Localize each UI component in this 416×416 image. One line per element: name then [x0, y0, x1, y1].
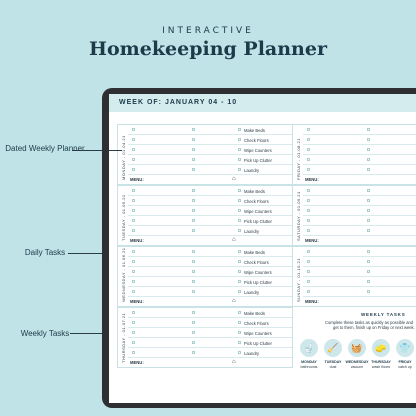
checkbox[interactable] — [132, 311, 135, 314]
toilet-icon: 🚽 — [300, 339, 318, 357]
task-checkbox[interactable] — [238, 189, 241, 192]
day-label: TUESDAY - 01.05.21 — [121, 194, 126, 241]
week-header — [109, 94, 416, 112]
checkbox[interactable] — [307, 219, 310, 222]
checkbox[interactable] — [132, 321, 135, 324]
task-checkbox[interactable] — [238, 311, 241, 314]
day-label: FRIDAY - 01.08.21 — [296, 138, 301, 180]
weekly-task-label: wash floors — [371, 365, 391, 369]
menu-label: MENU: — [305, 238, 319, 243]
task-checkbox[interactable] — [238, 209, 241, 212]
checkbox[interactable] — [307, 168, 310, 171]
day-label: WEDNESDAY - 01.06.21 — [121, 247, 126, 302]
task-row — [303, 216, 416, 226]
checkbox[interactable] — [367, 290, 370, 293]
task-checkbox[interactable] — [238, 138, 241, 141]
daily-task-label: Make Beds — [244, 310, 265, 316]
checkbox[interactable] — [367, 138, 370, 141]
task-checkbox[interactable] — [238, 280, 241, 283]
checkbox[interactable] — [132, 250, 135, 253]
checkbox[interactable] — [367, 158, 370, 161]
home-icon — [232, 359, 238, 365]
task-checkbox[interactable] — [238, 260, 241, 263]
weekly-day-label: FRIDAY — [398, 360, 412, 364]
daily-task-label: Check Floors — [244, 137, 269, 143]
checkbox[interactable] — [132, 209, 135, 212]
menu-label: MENU: — [305, 299, 319, 304]
task-row — [303, 186, 416, 196]
week-label: WEEK OF: JANUARY 04 - 10 — [119, 99, 238, 106]
task-row — [303, 165, 416, 175]
task-checkbox[interactable] — [238, 158, 241, 161]
daily-task-label: Check Floors — [244, 259, 269, 265]
menu-label: MENU: — [130, 299, 144, 304]
duster-icon: 🧹 — [324, 339, 342, 357]
callout-dated-weekly-planner: Dated Weekly Planner — [5, 144, 85, 153]
checkbox[interactable] — [192, 168, 195, 171]
weekly-task-label: bathrooms — [300, 365, 318, 369]
day-block — [292, 246, 416, 307]
task-checkbox[interactable] — [238, 148, 241, 151]
daily-task-label: Pick Up Clutter — [244, 340, 272, 346]
day-block — [117, 124, 293, 185]
menu-label: MENU: — [130, 360, 144, 365]
daily-task-label: Make Beds — [244, 249, 265, 255]
home-icon — [232, 176, 238, 182]
shirt-icon: 👕 — [396, 339, 414, 357]
checkbox[interactable] — [367, 168, 370, 171]
checkbox[interactable] — [192, 128, 195, 131]
checkbox[interactable] — [132, 260, 135, 263]
task-row — [128, 247, 292, 257]
checkbox[interactable] — [307, 128, 310, 131]
menu-label: MENU: — [305, 177, 319, 182]
task-row — [128, 165, 292, 175]
task-row — [303, 155, 416, 165]
checkbox[interactable] — [307, 229, 310, 232]
daily-task-label: Laundry — [244, 289, 260, 295]
task-checkbox[interactable] — [238, 250, 241, 253]
task-row — [128, 308, 292, 318]
checkbox[interactable] — [307, 138, 310, 141]
daily-task-label: Laundry — [244, 350, 260, 356]
checkbox[interactable] — [367, 229, 370, 232]
mop-icon: 🧽 — [372, 339, 390, 357]
planner-screen — [109, 94, 416, 403]
day-label: MONDAY - 01.04.21 — [121, 135, 126, 180]
task-checkbox[interactable] — [238, 331, 241, 334]
checkbox[interactable] — [192, 148, 195, 151]
task-row — [303, 287, 416, 297]
checkbox[interactable] — [307, 189, 310, 192]
checkbox[interactable] — [367, 280, 370, 283]
callout-arrow-overlay — [109, 150, 122, 151]
checkbox[interactable] — [132, 280, 135, 283]
daily-task-label: Pick Up Clutter — [244, 218, 272, 224]
checkbox[interactable] — [132, 219, 135, 222]
weekly-task-label: dust — [329, 365, 337, 369]
checkbox[interactable] — [192, 219, 195, 222]
checkbox[interactable] — [367, 270, 370, 273]
weekly-task-label: vacuum — [350, 365, 364, 369]
task-row — [303, 267, 416, 277]
weekly-day-label: THURSDAY — [371, 360, 391, 364]
daily-task-label: Wipe Counters — [244, 208, 272, 214]
daily-task-label: Laundry — [244, 167, 260, 173]
checkbox[interactable] — [307, 250, 310, 253]
task-row — [303, 257, 416, 267]
checkbox[interactable] — [132, 138, 135, 141]
checkbox[interactable] — [192, 250, 195, 253]
task-checkbox[interactable] — [238, 270, 241, 273]
daily-task-label: Make Beds — [244, 188, 265, 194]
checkbox[interactable] — [307, 199, 310, 202]
task-checkbox[interactable] — [238, 128, 241, 131]
daily-task-label: Check Floors — [244, 198, 269, 204]
checkbox[interactable] — [307, 148, 310, 151]
day-label: SUNDAY - 01.10.21 — [296, 258, 301, 302]
checkbox[interactable] — [192, 280, 195, 283]
weekly-day-label: TUESDAY — [324, 360, 342, 364]
checkbox[interactable] — [132, 158, 135, 161]
weekly-day-label: MONDAY — [301, 360, 317, 364]
task-row — [128, 125, 292, 135]
checkbox[interactable] — [307, 260, 310, 263]
checkbox[interactable] — [192, 341, 195, 344]
checkbox[interactable] — [132, 148, 135, 151]
day-block — [117, 246, 293, 307]
checkbox[interactable] — [367, 260, 370, 263]
daily-task-label: Wipe Counters — [244, 330, 272, 336]
checkbox[interactable] — [367, 219, 370, 222]
task-row — [303, 196, 416, 206]
task-row — [303, 206, 416, 216]
daily-task-label: Check Floors — [244, 320, 269, 326]
day-label: THURSDAY - 01.07.21 — [121, 312, 126, 363]
header-subtitle: INTERACTIVE — [162, 26, 254, 36]
day-block — [292, 185, 416, 246]
task-checkbox[interactable] — [238, 168, 241, 171]
checkbox[interactable] — [307, 270, 310, 273]
checkbox[interactable] — [192, 138, 195, 141]
checkbox[interactable] — [192, 290, 195, 293]
daily-task-label: Wipe Counters — [244, 147, 272, 153]
checkbox[interactable] — [132, 290, 135, 293]
checkbox[interactable] — [192, 311, 195, 314]
weekly-tasks-description: Complete these tasks as quickly as possible and — [325, 320, 414, 325]
checkbox[interactable] — [367, 189, 370, 192]
checkbox[interactable] — [132, 331, 135, 334]
checkbox[interactable] — [367, 209, 370, 212]
checkbox[interactable] — [132, 270, 135, 273]
task-row — [303, 125, 416, 135]
daily-task-label: Wipe Counters — [244, 269, 272, 275]
task-row — [128, 186, 292, 196]
checkbox[interactable] — [192, 331, 195, 334]
checkbox[interactable] — [307, 290, 310, 293]
checkbox[interactable] — [307, 280, 310, 283]
daily-task-label: Make Beds — [244, 127, 265, 133]
checkbox[interactable] — [192, 189, 195, 192]
checkbox[interactable] — [132, 189, 135, 192]
checkbox[interactable] — [367, 128, 370, 131]
task-row — [303, 247, 416, 257]
menu-label: MENU: — [130, 177, 144, 182]
callout-weekly-tasks: Weekly Tasks — [20, 329, 70, 338]
weekly-task-label: catch up — [398, 365, 412, 369]
task-row — [128, 287, 292, 297]
task-row — [303, 135, 416, 145]
checkbox[interactable] — [132, 229, 135, 232]
task-row — [128, 348, 292, 358]
checkbox[interactable] — [367, 148, 370, 151]
vacuum-icon: 🧺 — [348, 339, 366, 357]
checkbox[interactable] — [367, 250, 370, 253]
checkbox[interactable] — [192, 209, 195, 212]
home-icon — [232, 237, 238, 243]
day-block — [117, 307, 293, 368]
daily-task-label: Pick Up Clutter — [244, 279, 272, 285]
task-row — [128, 226, 292, 236]
checkbox[interactable] — [132, 199, 135, 202]
checkbox[interactable] — [367, 199, 370, 202]
task-checkbox[interactable] — [238, 229, 241, 232]
weekly-tasks-description: get to them, finish up on Friday or next week. — [333, 325, 415, 330]
page-title: Homekeeping Planner — [89, 38, 327, 60]
menu-label: MENU: — [130, 238, 144, 243]
checkbox[interactable] — [192, 270, 195, 273]
checkbox[interactable] — [132, 351, 135, 354]
day-block — [292, 124, 416, 185]
weekly-tasks-title: WEEKLY TASKS — [361, 312, 406, 317]
checkbox[interactable] — [192, 158, 195, 161]
checkbox[interactable] — [192, 321, 195, 324]
daily-task-label: Pick Up Clutter — [244, 157, 272, 163]
weekly-day-label: WEDNESDAY — [345, 360, 369, 364]
task-row — [303, 145, 416, 155]
task-row — [303, 226, 416, 236]
home-icon — [232, 298, 238, 304]
checkbox[interactable] — [132, 168, 135, 171]
checkbox[interactable] — [132, 128, 135, 131]
checkbox[interactable] — [132, 341, 135, 344]
day-block — [117, 185, 293, 246]
checkbox[interactable] — [192, 351, 195, 354]
daily-task-label: Laundry — [244, 228, 260, 234]
task-checkbox[interactable] — [238, 290, 241, 293]
checkbox[interactable] — [192, 260, 195, 263]
task-checkbox[interactable] — [238, 219, 241, 222]
callout-daily-tasks: Daily Tasks — [24, 248, 66, 257]
task-checkbox[interactable] — [238, 321, 241, 324]
task-checkbox[interactable] — [238, 199, 241, 202]
day-label: SATURDAY - 01.09.21 — [296, 191, 301, 241]
checkbox[interactable] — [192, 199, 195, 202]
checkbox[interactable] — [307, 209, 310, 212]
task-checkbox[interactable] — [238, 341, 241, 344]
task-row — [303, 277, 416, 287]
task-checkbox[interactable] — [238, 351, 241, 354]
checkbox[interactable] — [192, 229, 195, 232]
checkbox[interactable] — [307, 158, 310, 161]
